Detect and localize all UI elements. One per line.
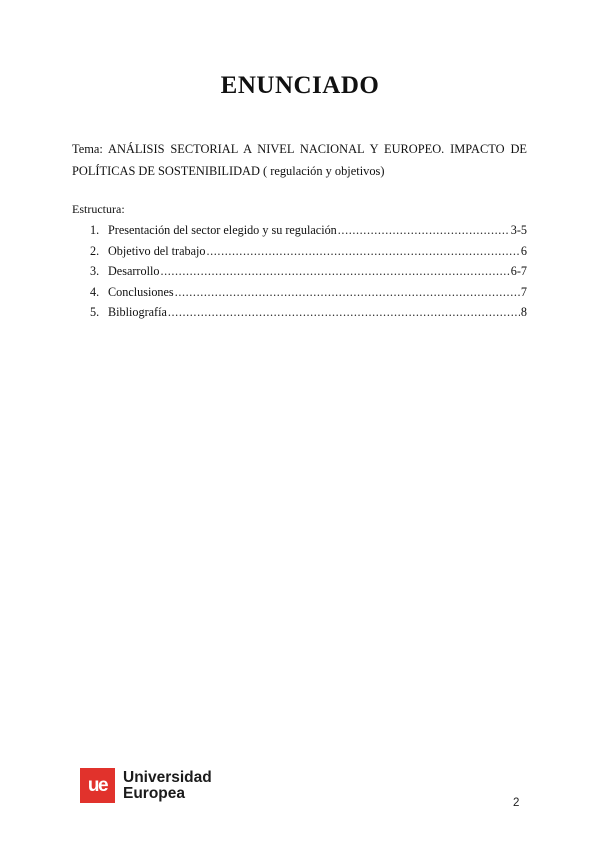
- toc-item: [90, 305, 527, 326]
- toc-page: 3-5: [510, 223, 527, 237]
- toc-item: [90, 244, 527, 265]
- toc-page: 7: [520, 284, 527, 299]
- toc-label: Presentación del sector elegido y su regulación: [108, 223, 337, 237]
- toc-leader-dots: [175, 285, 520, 300]
- toc-leader-dots: [206, 244, 519, 259]
- ue-logo-icon: ue: [80, 768, 115, 803]
- toc-leader-dots: [338, 223, 510, 238]
- tema-paragraph: Tema: ANÁLISIS SECTORIAL A NIVEL NACIONAL Y EUROPEO. IMPACTO DE POLÍTICAS DE SOSTENIBILIDAD ( regulación y objetivos): [72, 142, 527, 178]
- toc-number: 1.: [90, 223, 100, 237]
- toc-number: 4.: [90, 284, 100, 299]
- toc-item: [90, 223, 527, 244]
- toc-page: 8: [520, 305, 527, 319]
- toc-leader-dots: [168, 305, 520, 320]
- toc-item: [90, 264, 527, 285]
- toc-label: Objetivo del trabajo: [108, 243, 206, 258]
- toc-label: Desarrollo: [108, 264, 160, 278]
- toc-page: 6: [520, 243, 527, 258]
- table-of-contents: [90, 223, 527, 326]
- toc-page: 6-7: [510, 264, 527, 278]
- toc-number: 5.: [90, 305, 100, 319]
- universidad-europea-logo: [80, 768, 212, 803]
- toc-item: [90, 285, 527, 306]
- toc-leader-dots: [160, 264, 509, 279]
- page-title: ENUNCIADO: [220, 72, 380, 99]
- toc-label: Bibliografía: [108, 305, 167, 319]
- toc-number: 3.: [90, 264, 100, 278]
- toc-label: Conclusiones: [108, 284, 174, 299]
- page-number: 2: [513, 797, 520, 809]
- logo-line-1: Universidad: [123, 768, 212, 786]
- estructura-label: Estructura:: [72, 202, 125, 216]
- logo-line-2: Europea: [123, 784, 186, 802]
- logo-wordmark: [123, 770, 212, 802]
- toc-number: 2.: [90, 243, 100, 258]
